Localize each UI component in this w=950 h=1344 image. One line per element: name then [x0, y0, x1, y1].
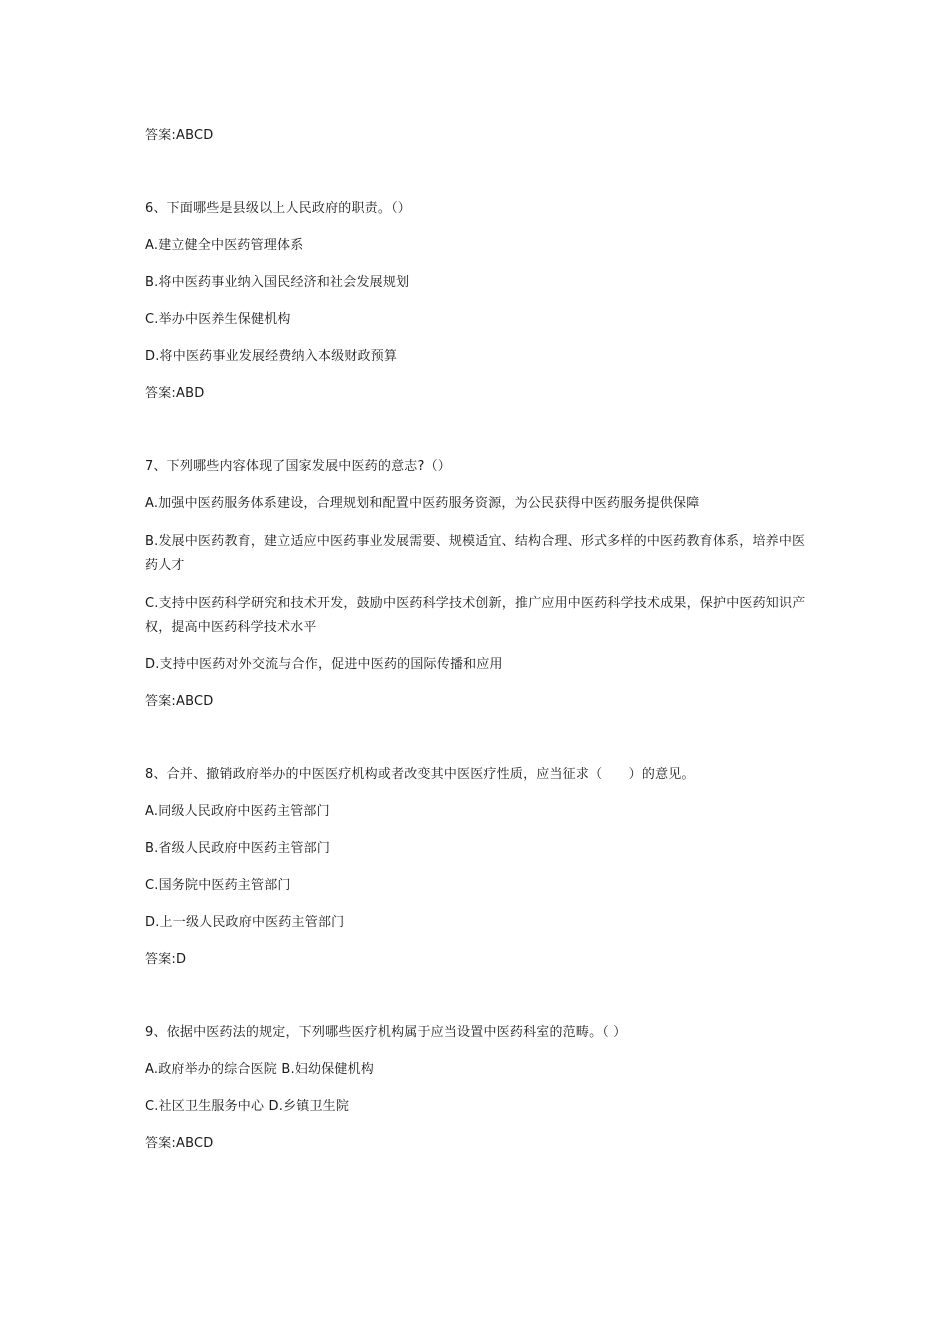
- q7-option-d: D.支持中医药对外交流与合作，促进中医药的国际传播和应用: [145, 657, 503, 672]
- q6-option-d: D.将中医药事业发展经费纳入本级财政预算: [145, 349, 398, 364]
- q8-option-a: A.同级人民政府中医药主管部门: [145, 804, 330, 819]
- q9-option-ab: A.政府举办的综合医院 B.妇幼保健机构: [145, 1062, 374, 1077]
- answer-prev: 答案:ABCD: [145, 128, 214, 143]
- q8-option-b: B.省级人民政府中医药主管部门: [145, 841, 331, 856]
- q7-option-b: B.发展中医药教育，建立适应中医药事业发展需要、规模适宜、结构合理、形式多样的中医药教育体系，培养中医药人才: [145, 534, 806, 573]
- q8-answer: 答案:D: [145, 952, 187, 967]
- q7-answer: 答案:ABCD: [145, 694, 214, 709]
- q6-option-b: B.将中医药事业纳入国民经济和社会发展规划: [145, 275, 410, 290]
- q9-answer: 答案:ABCD: [145, 1136, 214, 1151]
- q6-stem: 6、下面哪些是县级以上人民政府的职责。（）: [145, 201, 411, 216]
- q9-stem: 9、依据中医药法的规定，下列哪些医疗机构属于应当设置中医药科室的范畴。（ ）: [145, 1025, 627, 1040]
- q6-option-c: C.举办中医养生保健机构: [145, 312, 291, 327]
- q7-stem: 7、下列哪些内容体现了国家发展中医药的意志?（）: [145, 459, 451, 474]
- q6-answer: 答案:ABD: [145, 386, 205, 401]
- q9-option-cd: C.社区卫生服务中心 D.乡镇卫生院: [145, 1099, 350, 1114]
- q8-option-c: C.国务院中医药主管部门: [145, 878, 291, 893]
- q8-stem: 8、合并、撤销政府举办的中医医疗机构或者改变其中医医疗性质，应当征求（ ）的意见。: [145, 767, 695, 782]
- q6-option-a: A.建立健全中医药管理体系: [145, 238, 304, 253]
- q8-option-d: D.上一级人民政府中医药主管部门: [145, 915, 345, 930]
- q7-option-c: C.支持中医药科学研究和技术开发，鼓励中医药科学技术创新，推广应用中医药科学技术成果，保护中医药知识产权，提高中医药科学技术水平: [145, 596, 806, 635]
- q7-option-a: A.加强中医药服务体系建设，合理规划和配置中医药服务资源，为公民获得中医药服务提供保障: [145, 496, 700, 511]
